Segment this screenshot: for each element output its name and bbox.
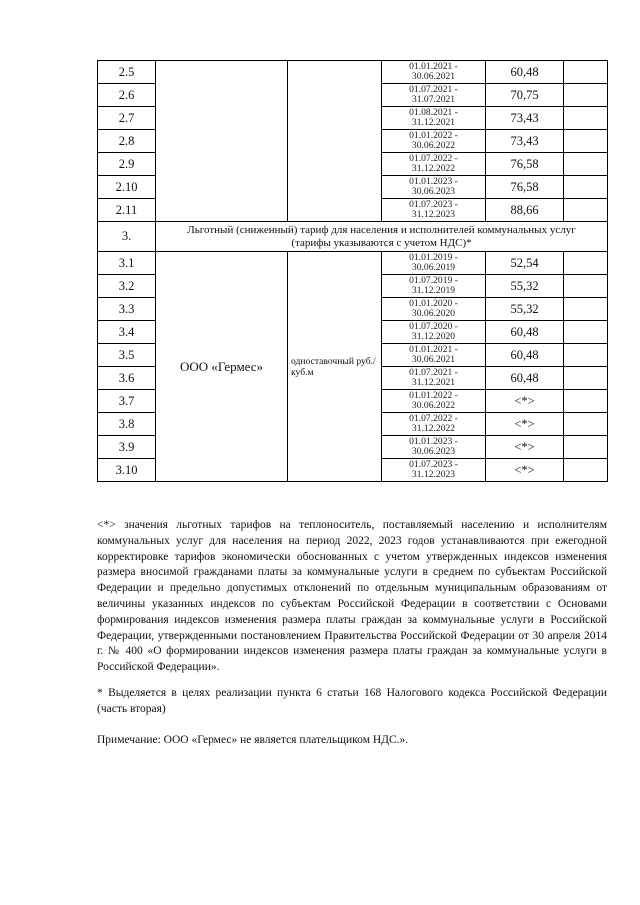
period-start: 01.07.2023 - bbox=[409, 458, 458, 470]
period-end: 31.12.2019 bbox=[411, 285, 456, 296]
organization-cell bbox=[156, 61, 288, 222]
extra-cell bbox=[564, 176, 608, 199]
period-end: 30.06.2023 bbox=[411, 446, 456, 457]
period-end: 31.07.2021 bbox=[411, 94, 456, 105]
period-start: 01.01.2021 - bbox=[409, 60, 458, 72]
tariff-value: 55,32 bbox=[486, 275, 564, 298]
tariff-value: 52,54 bbox=[486, 252, 564, 275]
row-number: 2.9 bbox=[98, 153, 156, 176]
extra-cell bbox=[564, 199, 608, 222]
period-end: 30.06.2019 bbox=[411, 262, 456, 273]
row-number: 2.6 bbox=[98, 84, 156, 107]
footnote-nds-text: * Выделяется в целях реализации пункта 6 статьи 168 Налогового кодекса Российской Федерации (часть вторая) bbox=[97, 687, 607, 715]
period-start: 01.01.2020 - bbox=[409, 297, 458, 309]
tariff-value: <*> bbox=[486, 413, 564, 436]
unit-cell: одноставочный руб./куб.м bbox=[288, 252, 382, 482]
extra-cell bbox=[564, 390, 608, 413]
period-end: 30.06.2020 bbox=[411, 308, 456, 319]
period-start: 01.01.2022 - bbox=[409, 129, 458, 141]
extra-cell bbox=[564, 413, 608, 436]
period-end: 30.06.2022 bbox=[411, 400, 456, 411]
tariff-value: 60,48 bbox=[486, 321, 564, 344]
period-end: 30.06.2022 bbox=[411, 140, 456, 151]
organization-cell: ООО «Гермес» bbox=[156, 252, 288, 482]
period-start: 01.01.2023 - bbox=[409, 435, 458, 447]
period-start: 01.01.2019 - bbox=[409, 251, 458, 263]
tariff-value: 73,43 bbox=[486, 107, 564, 130]
table-row bbox=[98, 252, 608, 275]
period-start: 01.07.2022 - bbox=[409, 412, 458, 424]
extra-cell bbox=[564, 298, 608, 321]
period-cell bbox=[382, 413, 486, 436]
tariff-value: <*> bbox=[486, 436, 564, 459]
extra-cell bbox=[564, 344, 608, 367]
tariff-value: 76,58 bbox=[486, 176, 564, 199]
row-number: 3.1 bbox=[98, 252, 156, 275]
period-start: 01.01.2021 - bbox=[409, 343, 458, 355]
extra-cell bbox=[564, 459, 608, 482]
extra-cell bbox=[564, 275, 608, 298]
period-cell bbox=[382, 459, 486, 482]
period-cell bbox=[382, 344, 486, 367]
period-cell bbox=[382, 390, 486, 413]
row-number: 3.7 bbox=[98, 390, 156, 413]
extra-cell bbox=[564, 130, 608, 153]
row-number: 3.5 bbox=[98, 344, 156, 367]
period-end: 31.12.2023 bbox=[411, 469, 456, 480]
tariff-value: 60,48 bbox=[486, 61, 564, 84]
extra-cell bbox=[564, 61, 608, 84]
period-cell bbox=[382, 84, 486, 107]
period-start: 01.01.2022 - bbox=[409, 389, 458, 401]
period-end: 31.12.2022 bbox=[411, 163, 456, 174]
period-end: 31.12.2021 bbox=[411, 377, 456, 388]
extra-cell bbox=[564, 153, 608, 176]
period-cell bbox=[382, 298, 486, 321]
tariff-table bbox=[97, 60, 608, 482]
footnote-star-text: <*> значения льготных тарифов на теплоноситель, поставляемый населению и исполнителям коммунальных услуг для населения на период 2022, 2023 годов устанавливаются при ежегодной корректировке тарифов экономически обоснованных с учетом утвержденных индексов изменения размера вносимой гражданами платы за коммунальные услуги в среднем по субъектам Российской Федерации и предельно допустимых отклонений по отдельным муниципальным образованиям от величины указанных индексов по субъектам Российской Федерации в соответствии с Основами формирования индексов изменения размера платы граждан за коммунальные услуги в Российской Федерации, утвержденными постановлением Правительства Российской Федерации от 30 апреля 2014 г. № 400 «О формировании индексов изменения размера платы граждан за коммунальные услуги в Российской Федерации». bbox=[97, 519, 607, 674]
section-title: Льготный (сниженный) тариф для населения и исполнителей коммунальных услуг (тарифы указываются с учетом НДС)* bbox=[156, 222, 608, 252]
period-start: 01.01.2023 - bbox=[409, 175, 458, 187]
extra-cell bbox=[564, 367, 608, 390]
period-cell bbox=[382, 130, 486, 153]
period-cell bbox=[382, 436, 486, 459]
period-cell bbox=[382, 321, 486, 344]
tariff-value: 60,48 bbox=[486, 367, 564, 390]
period-cell bbox=[382, 107, 486, 130]
period-end: 30.06.2021 bbox=[411, 71, 456, 82]
extra-cell bbox=[564, 321, 608, 344]
period-end: 31.12.2022 bbox=[411, 423, 456, 434]
period-cell bbox=[382, 199, 486, 222]
period-start: 01.08.2021 - bbox=[409, 106, 458, 118]
row-number: 3.3 bbox=[98, 298, 156, 321]
period-start: 01.07.2021 - bbox=[409, 366, 458, 378]
row-number: 3.9 bbox=[98, 436, 156, 459]
row-number: 2.8 bbox=[98, 130, 156, 153]
tariff-value: 70,75 bbox=[486, 84, 564, 107]
tariff-value: 76,58 bbox=[486, 153, 564, 176]
table-row bbox=[98, 61, 608, 84]
remark-text: Примечание: ООО «Гермес» не является плательщиком НДС.». bbox=[97, 734, 409, 746]
extra-cell bbox=[564, 84, 608, 107]
tariff-value: <*> bbox=[486, 390, 564, 413]
tariff-value: 55,32 bbox=[486, 298, 564, 321]
unit-cell bbox=[288, 61, 382, 222]
period-start: 01.07.2022 - bbox=[409, 152, 458, 164]
row-number: 2.11 bbox=[98, 199, 156, 222]
period-start: 01.07.2020 - bbox=[409, 320, 458, 332]
row-number: 3.6 bbox=[98, 367, 156, 390]
row-number: 3.8 bbox=[98, 413, 156, 436]
row-number: 3.2 bbox=[98, 275, 156, 298]
row-number: 3.10 bbox=[98, 459, 156, 482]
row-number: 2.5 bbox=[98, 61, 156, 84]
extra-cell bbox=[564, 252, 608, 275]
row-number: 2.7 bbox=[98, 107, 156, 130]
period-cell bbox=[382, 153, 486, 176]
tariff-value: <*> bbox=[486, 459, 564, 482]
tariff-value: 60,48 bbox=[486, 344, 564, 367]
period-cell bbox=[382, 367, 486, 390]
period-cell bbox=[382, 176, 486, 199]
extra-cell bbox=[564, 107, 608, 130]
period-start: 01.07.2019 - bbox=[409, 274, 458, 286]
extra-cell bbox=[564, 436, 608, 459]
period-end: 31.12.2021 bbox=[411, 117, 456, 128]
section-number: 3. bbox=[98, 222, 156, 252]
row-number: 3.4 bbox=[98, 321, 156, 344]
period-start: 01.07.2021 - bbox=[409, 83, 458, 95]
period-end: 30.06.2021 bbox=[411, 354, 456, 365]
period-cell bbox=[382, 275, 486, 298]
period-end: 31.12.2023 bbox=[411, 209, 456, 220]
period-end: 30.06.2023 bbox=[411, 186, 456, 197]
period-cell bbox=[382, 61, 486, 84]
tariff-value: 88,66 bbox=[486, 199, 564, 222]
section-row bbox=[98, 222, 608, 252]
period-cell bbox=[382, 252, 486, 275]
row-number: 2.10 bbox=[98, 176, 156, 199]
period-end: 31.12.2020 bbox=[411, 331, 456, 342]
period-start: 01.07.2023 - bbox=[409, 198, 458, 210]
tariff-value: 73,43 bbox=[486, 130, 564, 153]
